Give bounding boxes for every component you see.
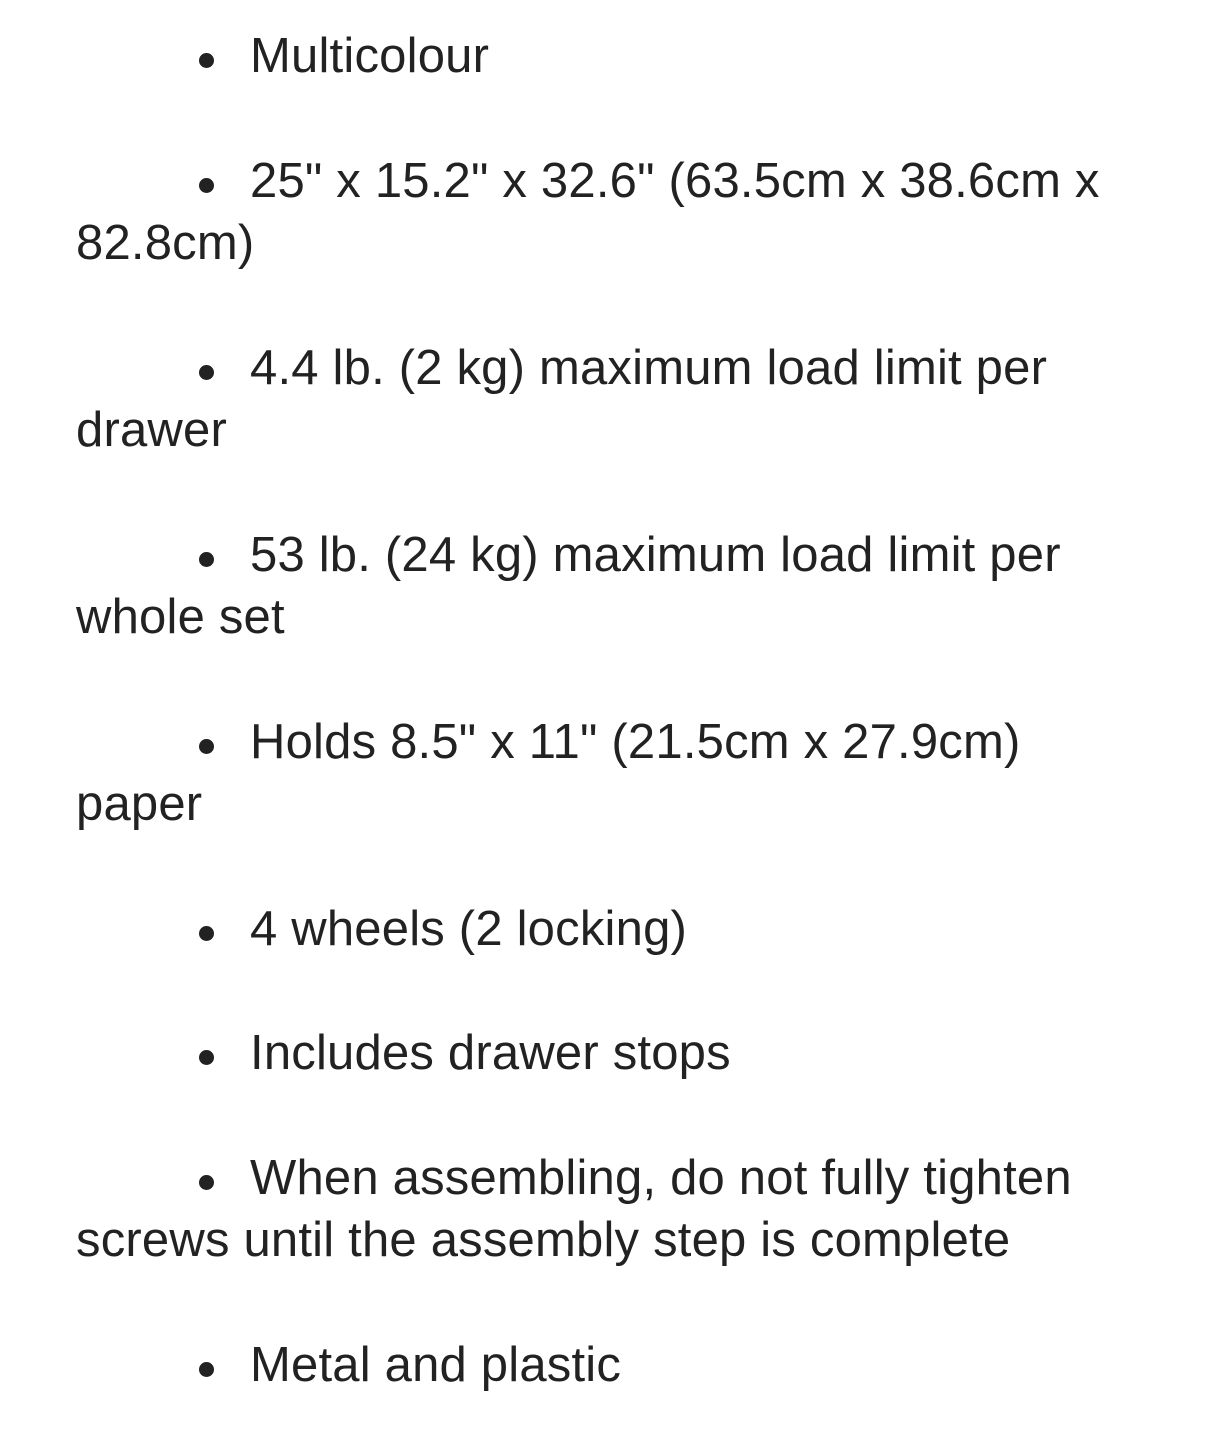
feature-text: Multicolour: [250, 29, 490, 83]
list-item: [76, 711, 1146, 835]
list-item: [76, 1022, 1146, 1084]
list-item: [76, 1147, 1146, 1271]
feature-text: Holds 8.5" x 11" (21.5cm x 27.9cm) paper: [76, 715, 1021, 831]
list-item: [76, 25, 1146, 87]
list-item: [76, 150, 1146, 274]
feature-text: Includes drawer stops: [250, 1026, 731, 1080]
feature-text: 4 wheels (2 locking): [250, 902, 688, 956]
feature-text: Metal and plastic: [250, 1338, 622, 1392]
list-item: [76, 1334, 1146, 1396]
list-item: [76, 524, 1146, 648]
list-item: [76, 898, 1146, 960]
feature-text: 25" x 15.2" x 32.6" (63.5cm x 38.6cm x 82.8cm): [76, 154, 1100, 270]
feature-text: 4.4 lb. (2 kg) maximum load limit per drawer: [76, 341, 1048, 457]
feature-text: When assembling, do not fully tighten screws until the assembly step is complete: [76, 1151, 1072, 1267]
feature-text: 53 lb. (24 kg) maximum load limit per whole set: [76, 528, 1061, 644]
list-item: [76, 337, 1146, 461]
